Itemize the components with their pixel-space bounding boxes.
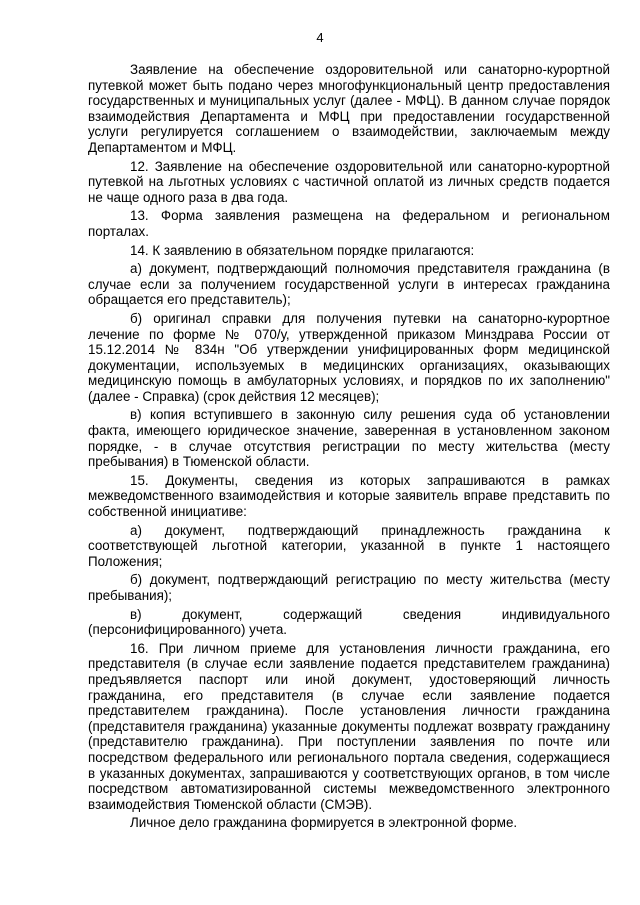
paragraph-14: 14. К заявлению в обязательном порядке прилагаются: <box>130 242 475 258</box>
paragraph-15-b: б) документ, подтверждающий регистрацию по месту жительства (месту пребывания); <box>88 572 610 603</box>
paragraph-16: 16. При личном приеме для установления личности гражданина, его представителя (в случае если заявление подается представителем гражданина) предъявляется паспорт или иной документ, удостоверяющий личность гражданина, его представителя (в случае если заявление подается представителем гражданина). После установления личности гражданина (представителя гражданина) указанные документы подлежат возврату гражданину (представителю гражданина). При поступлении заявления по почте или посредством федерального или регионального портала сведения, содержащиеся в указанных документах, запрашиваются у соответствующих органов, в том числе посредством автоматизированной системы межведомственного электронного взаимодействия Тюменской области (СМЭВ). <box>88 640 610 812</box>
paragraph-14-b: б) оригинал справки для получения путевки на санаторно-курортное лечение по форме № 070/у, утвержденной приказом Минздрава России от 15.12.2014 № 834н "Об утверждении унифицированных форм медицинской документации, используемых в медицинских организациях, оказывающих медицинскую помощь в амбулаторных условиях, и порядков по их заполнению" (далее - Справка) (срок действия 12 месяцев); <box>88 310 610 404</box>
paragraph-15-v: в) документ, содержащий сведения индивидуального (персонифицированного) учета. <box>88 606 610 638</box>
paragraph-personal-file: Личное дело гражданина формируется в электронной форме. <box>130 815 518 831</box>
paragraph-15-a: а) документ, подтверждающий принадлежность гражданина к соответствующей льготной категории, указанной в пункте 1 настоящего Положения; <box>88 522 610 569</box>
document-body <box>88 62 610 834</box>
paragraph-15: 15. Документы, сведения из которых запрашиваются в рамках межведомственного взаимодействия и которые заявитель вправе представить по собственной инициативе: <box>88 472 610 520</box>
paragraph-12: 12. Заявление на обеспечение оздоровительной или санаторно-курортной путевкой на льготных условиях с частичной оплатой из личных средств подается не чаще одного раза в два года. <box>88 158 610 205</box>
paragraph-13: 13. Форма заявления размещена на федеральном и региональном порталах. <box>88 208 610 239</box>
paragraph-14-v: в) копия вступившего в законную силу решения суда об установлении факта, имеющего юридическое значение, заверенная в установленном законом порядке, - в случае отсутствия регистрации по месту жительства (месту пребывания) в Тюменской области. <box>88 407 610 470</box>
page-number: 4 <box>316 30 324 45</box>
paragraph-mfc-application: Заявление на обеспечение оздоровительной или санаторно-курортной путевкой может быть подано через многофункциональный центр предоставления государственных и муниципальных услуг (далее - МФЦ). В данном случае порядок взаимодействия Департамента и МФЦ при предоставлении государственной услуги регулируется соглашением о взаимодействии, заключаемым между Департаментом и МФЦ. <box>88 62 610 155</box>
paragraph-14-a: а) документ, подтверждающий полномочия представителя гражданина (в случае если за получением государственной услуги в интересах гражданина обращается его представитель); <box>88 261 610 308</box>
